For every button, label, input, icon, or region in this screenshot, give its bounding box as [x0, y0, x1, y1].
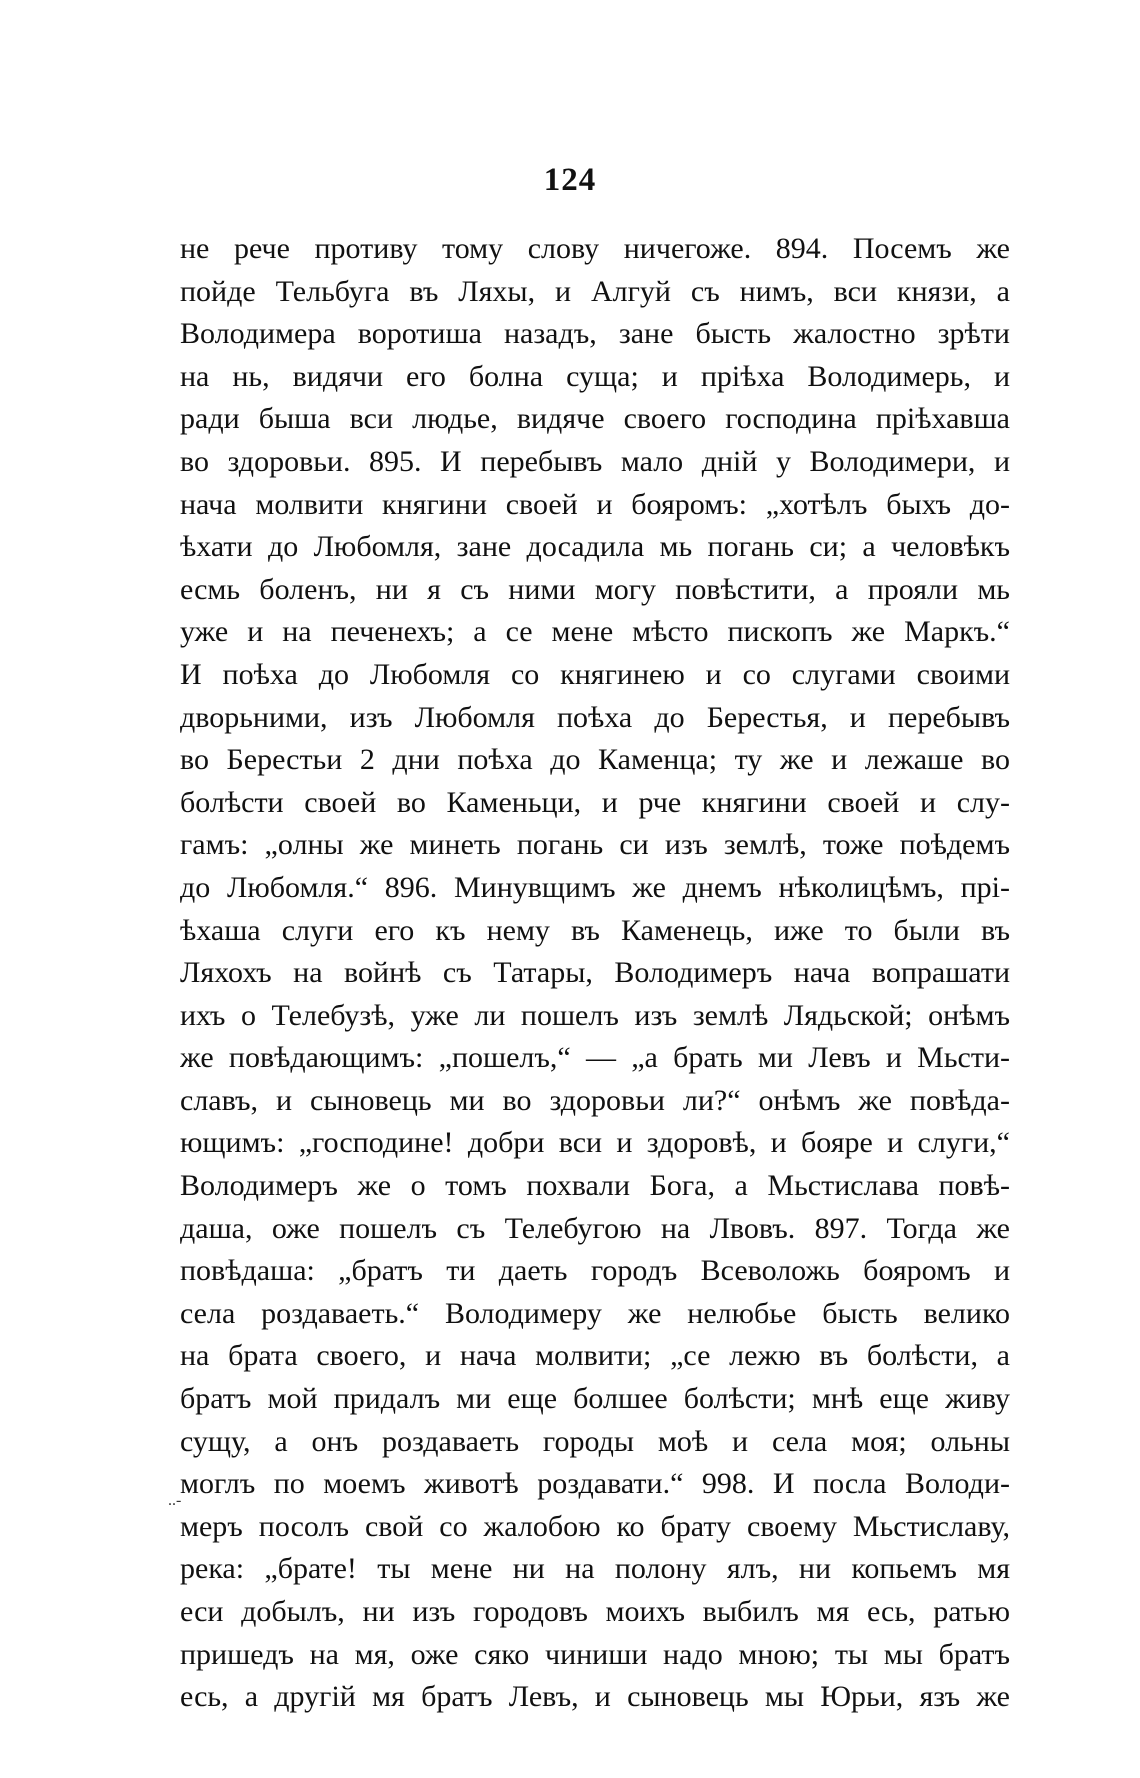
- text-line: дворьними, изъ Любомля поѣха до Берестья, и перебывъ: [180, 700, 1010, 734]
- text-line: славъ, и сыновець ми во здоровьи ли?“ онѣмъ же повѣда-: [180, 1083, 1010, 1117]
- text-line: болѣсти своей во Каменьци, и рче княгини своей и слу-: [180, 785, 1010, 819]
- text-line: река: „брате! ты мене ни на полону ялъ, ни копьемъ мя: [180, 1552, 1010, 1586]
- text-line: моглъ по моемъ животѣ роздавати.“ 998. И посла Володи-: [180, 1467, 1010, 1501]
- text-line: братъ мой придалъ ми еще болшее болѣсти; мнѣ еще живу: [180, 1382, 1010, 1416]
- text-line: еси добылъ, ни изъ городовъ моихъ выбилъ мя есь, ратью: [180, 1595, 1010, 1628]
- text-line: сущу, а онъ роздаваеть городы моѣ и села моя; ольны: [180, 1424, 1010, 1458]
- text-line: на нь, видячи его болна суща; и прiѣха Володимерь, и: [180, 359, 1010, 393]
- text-line: Володимера воротиша назадъ, зане бысть жалостно зрѣти: [180, 317, 1010, 351]
- text-line: на брата своего, и нача молвити; „се лежю въ болѣсти, а: [180, 1339, 1010, 1373]
- text-line: гамъ: „олны же минеть погань си изъ землѣ, тоже поѣдемъ: [180, 828, 1010, 862]
- text-line: меръ посолъ свой со жалобою ко брату своему Мьстиславу,: [180, 1509, 1010, 1543]
- text-line: уже и на печенехъ; а се мене мѣсто пископъ же Маркъ.“: [180, 615, 1010, 649]
- text-line: пришедъ на мя, оже сяко чиниши надо мною; ты мы братъ: [180, 1637, 1010, 1671]
- page-number: 124: [543, 162, 597, 198]
- text-line: даша, оже пошелъ съ Телебугою на Лвовъ. 897. Тогда же: [180, 1211, 1010, 1245]
- text-line: нача молвити княгини своей и бояромъ: „хотѣлъ быхъ до-: [180, 487, 1010, 521]
- text-line: И поѣха до Любомля со княгинею и со слугами своими: [180, 657, 1010, 691]
- text-line: во Берестьи 2 дни поѣха до Каменца; ту же и лежаше во: [180, 743, 1010, 777]
- text-line: же повѣдающимъ: „пошелъ,“ — „а брать ми Левъ и Мьсти-: [180, 1041, 1010, 1075]
- text-line: ющимъ: „господине! добри вси и здоровѣ, и бояре и слуги,“: [180, 1126, 1010, 1160]
- text-line: ради быша вси людье, видяче своего господина прiѣхавша: [180, 402, 1010, 436]
- text-line: пойде Тельбуга въ Ляхы, и Алгуй съ нимъ, вси князи, а: [180, 274, 1010, 308]
- text-line: есь, а другiй мя братъ Левъ, и сыновець мы Юрьи, язъ же: [180, 1680, 1010, 1714]
- text-line: во здоровьи. 895. И перебывъ мало днiй у Володимери, и: [180, 444, 1010, 478]
- text-line: Володимеръ же о томъ похвали Бога, а Мьстислава повѣ-: [180, 1169, 1010, 1203]
- footer-mark: ..-: [168, 1492, 182, 1509]
- body-text: [180, 228, 1010, 1719]
- text-line: есмь боленъ, ни я съ ними могу повѣстити, а прояли мь: [180, 572, 1010, 606]
- text-line: повѣдаша: „братъ ти даеть городъ Всеволожь бояромъ и: [180, 1254, 1010, 1288]
- text-line: ѣхати до Любомля, зане досадила мь погань си; а человѣкъ: [180, 530, 1010, 564]
- text-line: села роздаваеть.“ Володимеру же нелюбье бысть велико: [180, 1296, 1010, 1330]
- text-line: ѣхаша слуги его къ нему въ Каменець, иже то были въ: [180, 913, 1010, 947]
- text-line: Ляхохъ на войнѣ съ Татары, Володимеръ нача вопрашати: [180, 956, 1010, 990]
- text-line: не рече противу тому слову ничегоже. 894. Посемъ же: [180, 232, 1010, 265]
- text-line: до Любомля.“ 896. Минувщимъ же днемъ нѣколицѣмъ, прi-: [180, 870, 1010, 904]
- text-line: ихъ о Телебузѣ, уже ли пошелъ изъ землѣ Лядьской; онѣмъ: [180, 998, 1010, 1032]
